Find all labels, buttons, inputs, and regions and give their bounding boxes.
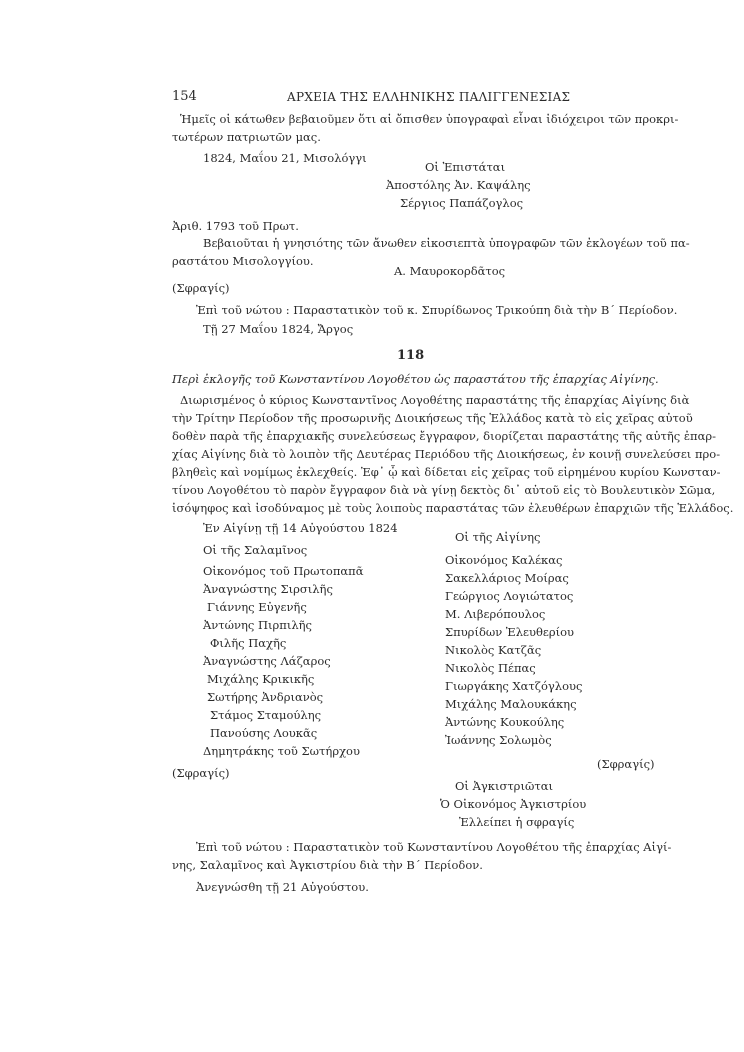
signatory: Ἀναγνώστης Σιρσιλῆς xyxy=(203,582,333,596)
reading-note: Ἀνεγνώσθη τῇ 21 Αὐγούστου. xyxy=(196,880,369,894)
body-line: δοθὲν παρὰ τῆς ἐπαρχιακῆς συνελεύσεως ἔγγραφον, διορίζεται παραστάτης τῆς αὐτῆς ἐπαρ- xyxy=(172,429,717,443)
missing-seal-note: Ἐλλείπει ἡ σφραγίς xyxy=(459,815,575,829)
signatory-heading: Οἱ Ἀγκιστριῶται xyxy=(455,779,553,793)
signatory: Ἀναγνώστης Λάζαρος xyxy=(203,654,331,668)
signatory: Οἰκονόμος τοῦ Πρωτοπαπᾶ xyxy=(203,564,364,578)
signatory: Γεώργιος Λογιώτατος xyxy=(445,589,574,603)
signatory: Σωτήρης Ἀνδριανὸς xyxy=(207,690,324,704)
body-line: ἰσόψηφος καὶ ἰσοδύναμος μὲ τοὺς λοιποὺς παραστάτας τῶν ἐλευθέρων ἐπαρχιῶν τῆς Ἑλλάδος. xyxy=(172,501,734,515)
signatory: Στάμος Σταμούλης xyxy=(210,708,322,722)
paragraph-line: Βεβαιοῦται ἡ γνησιότης τῶν ἄνωθεν εἰκοσιεπτὰ ὑπογραφῶν τῶν ἐκλογέων τοῦ πα- xyxy=(203,236,690,250)
signatory: Ἰωάννης Σολωμὸς xyxy=(445,733,552,747)
body-line: βληθεὶς καὶ νομίμως ἐκλεχθείς. Ἐφ᾽ ᾧ καὶ δίδεται εἰς χεῖρας τοῦ εἰρημένου κυρίου Κωνσταν- xyxy=(172,465,721,479)
signatory: Ἀντώνης Πιρπιλῆς xyxy=(203,618,312,632)
document-number: 118 xyxy=(397,348,425,363)
page-number: 154 xyxy=(172,89,197,104)
verso-date: Τῇ 27 Μαΐου 1824, Ἄργος xyxy=(203,322,354,336)
signatory: Σακελλάριος Μοίρας xyxy=(445,571,569,585)
signatory: Γιωργάκης Χατζόγλους xyxy=(445,679,583,693)
signatory: Ἀντώνης Κουκούλης xyxy=(445,715,565,729)
document-title: Περὶ ἐκλογῆς τοῦ Κωνσταντίνου Λογοθέτου ὡς παραστάτου τῆς ἐπαρχίας Αἰγίνης. xyxy=(172,372,659,386)
date-place: 1824, Μαΐου 21, Μισολόγγι xyxy=(203,151,367,165)
signatory: Σπυρίδων Ἐλευθερίου xyxy=(445,625,575,639)
signatory: Μιχάλης Κρικικῆς xyxy=(207,672,315,686)
verso-note: Ἐπὶ τοῦ νώτου : Παραστατικὸν τοῦ Κωνσταντίνου Λογοθέτου τῆς ἐπαρχίας Αἰγί- xyxy=(196,840,672,854)
signatory: Οἰκονόμος Καλέκας xyxy=(445,553,563,567)
signatory-heading: Οἱ τῆς Αἰγίνης xyxy=(455,530,541,544)
body-line: χίας Αἰγίνης διὰ τὸ λοιπὸν τῆς Δευτέρας Περιόδου τῆς Διοικήσεως, ἐν κοινῇ συνελεύσει προ- xyxy=(172,447,721,461)
signatory: Ὁ Οἰκονόμος Ἀγκιστρίου xyxy=(440,797,587,811)
signatory: Νικολὸς Πέπας xyxy=(445,661,536,675)
seal-note: (Σφραγίς) xyxy=(172,281,230,295)
seal-note: (Σφραγίς) xyxy=(172,766,230,780)
seal-note: (Σφραγίς) xyxy=(597,757,655,771)
signatory: Φιλῆς Παχῆς xyxy=(210,636,287,650)
verso-note: Ἐπὶ τοῦ νώτου : Παραστατικὸν τοῦ κ. Σπυρίδωνος Τρικούπη διὰ τὴν Β΄ Περίοδον. xyxy=(196,303,678,317)
signatory: Γιάννης Εὐγενῆς xyxy=(207,600,307,614)
body-line: τὴν Τρίτην Περίοδον τῆς προσωρινῆς Διοικήσεως τῆς Ἑλλάδος κατὰ τὸ εἰς χεῖρας αὐτοῦ xyxy=(172,411,693,425)
signatory: Σέργιος Παπάζογλος xyxy=(400,196,524,210)
signatory: Νικολὸς Κατζᾶς xyxy=(445,643,542,657)
signatory-heading: Οἱ Ἐπιστάται xyxy=(425,160,506,174)
signatory: Δημητράκης τοῦ Σωτήρχου xyxy=(203,744,360,758)
signatory: Μ. Λιβερόπουλος xyxy=(445,607,546,621)
place-date: Ἐν Αἰγίνῃ τῇ 14 Αὐγούστου 1824 xyxy=(203,521,398,535)
signatory: Μιχάλης Μαλουκάκης xyxy=(445,697,577,711)
signatory: Ἀποστόλης Ἀν. Καψάλης xyxy=(386,178,531,192)
paragraph-line: ραστάτου Μισολογγίου. xyxy=(172,254,314,268)
paragraph-line: Ἡμεῖς οἱ κάτωθεν βεβαιοῦμεν ὅτι αἱ ὄπισθεν ὑπογραφαὶ εἶναι ἰδιόχειροι τῶν προκρι- xyxy=(180,112,679,126)
signatory: Α. Μαυροκορδᾶτος xyxy=(394,264,506,278)
signatory: Πανούσης Λουκᾶς xyxy=(210,726,318,740)
running-title: ΑΡΧΕΙΑ ΤΗΣ ΕΛΛΗΝΙΚΗΣ ΠΑΛΙΓΓΕΝΕΣΙΑΣ xyxy=(287,90,571,104)
reference-number: Ἀριθ. 1793 τοῦ Πρωτ. xyxy=(172,219,299,233)
body-line: Διωρισμένος ὁ κύριος Κωνσταντῖνος Λογοθέτης παραστάτης τῆς ἐπαρχίας Αἰγίνης διὰ xyxy=(180,393,690,407)
paragraph-line: τωτέρων πατριωτῶν μας. xyxy=(172,130,321,144)
body-line: τίνου Λογοθέτου τὸ παρὸν ἔγγραφον διὰ νὰ γίνῃ δεκτὸς δι᾽ αὐτοῦ εἰς τὸ Βουλευτικὸν Σῶμα, xyxy=(172,483,716,497)
signatory-heading: Οἱ τῆς Σαλαμῖνος xyxy=(203,543,308,557)
verso-note: νης, Σαλαμῖνος καὶ Ἀγκιστρίου διὰ τὴν Β΄ Περίοδον. xyxy=(172,858,483,872)
